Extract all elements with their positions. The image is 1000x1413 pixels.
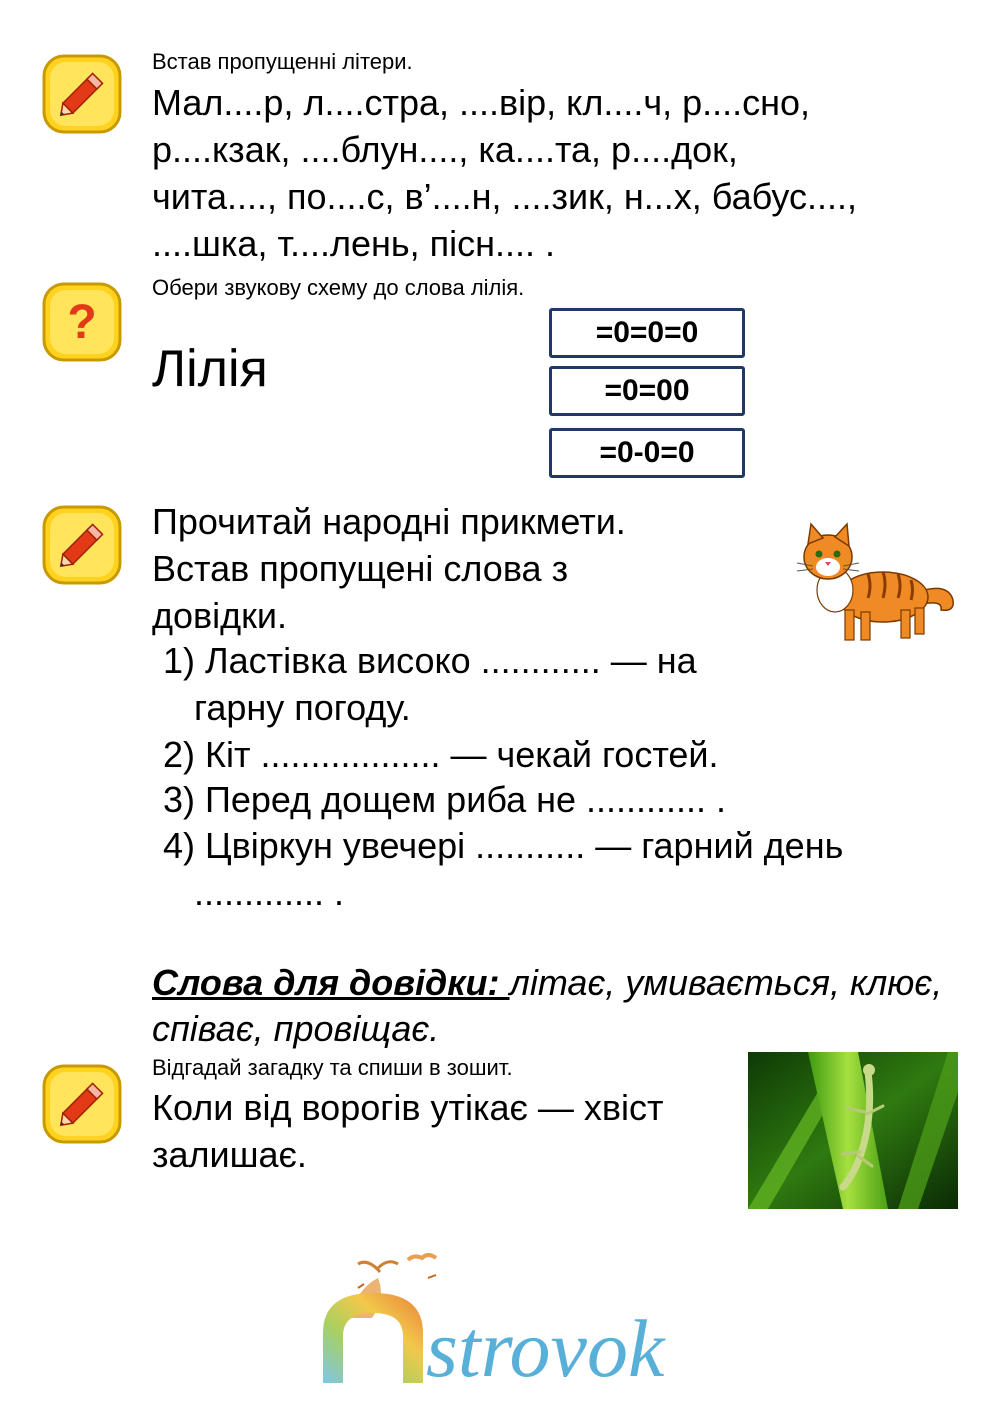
task1-line: р....кзак, ....блун...., ка....та, р....док, bbox=[152, 129, 738, 170]
task1-instruction: Встав пропущенні літери. bbox=[152, 49, 413, 74]
task4-instruction: Відгадай загадку та спиши в зошит. bbox=[152, 1055, 513, 1080]
ostrovok-logo bbox=[318, 1248, 758, 1388]
svg-text:?: ? bbox=[67, 296, 97, 349]
reference-label: Слова для довідки: bbox=[152, 962, 510, 1003]
task3-intro-line: Прочитай народні прикмети. bbox=[152, 501, 626, 542]
task1-line: Мал....р, л....стра, ....вір, кл....ч, р....сно, bbox=[152, 82, 811, 123]
cat-illustration bbox=[783, 522, 963, 647]
riddle-line: залишає. bbox=[152, 1134, 307, 1175]
sign-4-continued: ............. . bbox=[194, 872, 345, 913]
task3-intro-line: Встав пропущені слова з bbox=[152, 548, 569, 589]
task2-instruction: Обери звукову схему до слова лілія. bbox=[152, 275, 525, 300]
sign-3: 3) Перед дощем риба не ............ . bbox=[163, 779, 727, 820]
pencil-icon bbox=[40, 52, 124, 136]
sound-scheme-option-3[interactable]: =0-0=0 bbox=[549, 428, 745, 478]
sign-2: 2) Кіт .................. — чекай гостей. bbox=[163, 734, 719, 775]
pencil-icon bbox=[40, 1062, 124, 1146]
pencil-icon bbox=[40, 503, 124, 587]
task1-line: чита...., по....с, в’....н, ....зик, н...х, бабус...., bbox=[152, 176, 858, 217]
riddle-text bbox=[152, 1084, 752, 1178]
lizard-photo bbox=[748, 1052, 958, 1209]
task3-intro-line: довідки. bbox=[152, 595, 288, 636]
sign-1-continued: гарну погоду. bbox=[194, 687, 411, 728]
target-word: Лілія bbox=[152, 340, 268, 398]
question-icon bbox=[40, 280, 124, 364]
task1-line: ....шка, т....лень, пісн.... . bbox=[152, 223, 556, 264]
sign-4: 4) Цвіркун увечері ........... — гарний день bbox=[163, 825, 844, 866]
task3-intro bbox=[152, 498, 792, 639]
logo-text: strovok bbox=[426, 1303, 665, 1388]
task1-text bbox=[152, 79, 972, 267]
riddle-line: Коли від ворогів утікає — хвіст bbox=[152, 1087, 664, 1128]
sound-scheme-option-2[interactable]: =0=00 bbox=[549, 366, 745, 416]
reference-list: літає, умивається, клює, співає, провіщає. bbox=[152, 962, 943, 1049]
reference-words bbox=[152, 960, 952, 1052]
sign-1: 1) Ластівка високо ............ — на bbox=[163, 640, 697, 681]
sound-scheme-option-1[interactable]: =0=0=0 bbox=[549, 308, 745, 358]
